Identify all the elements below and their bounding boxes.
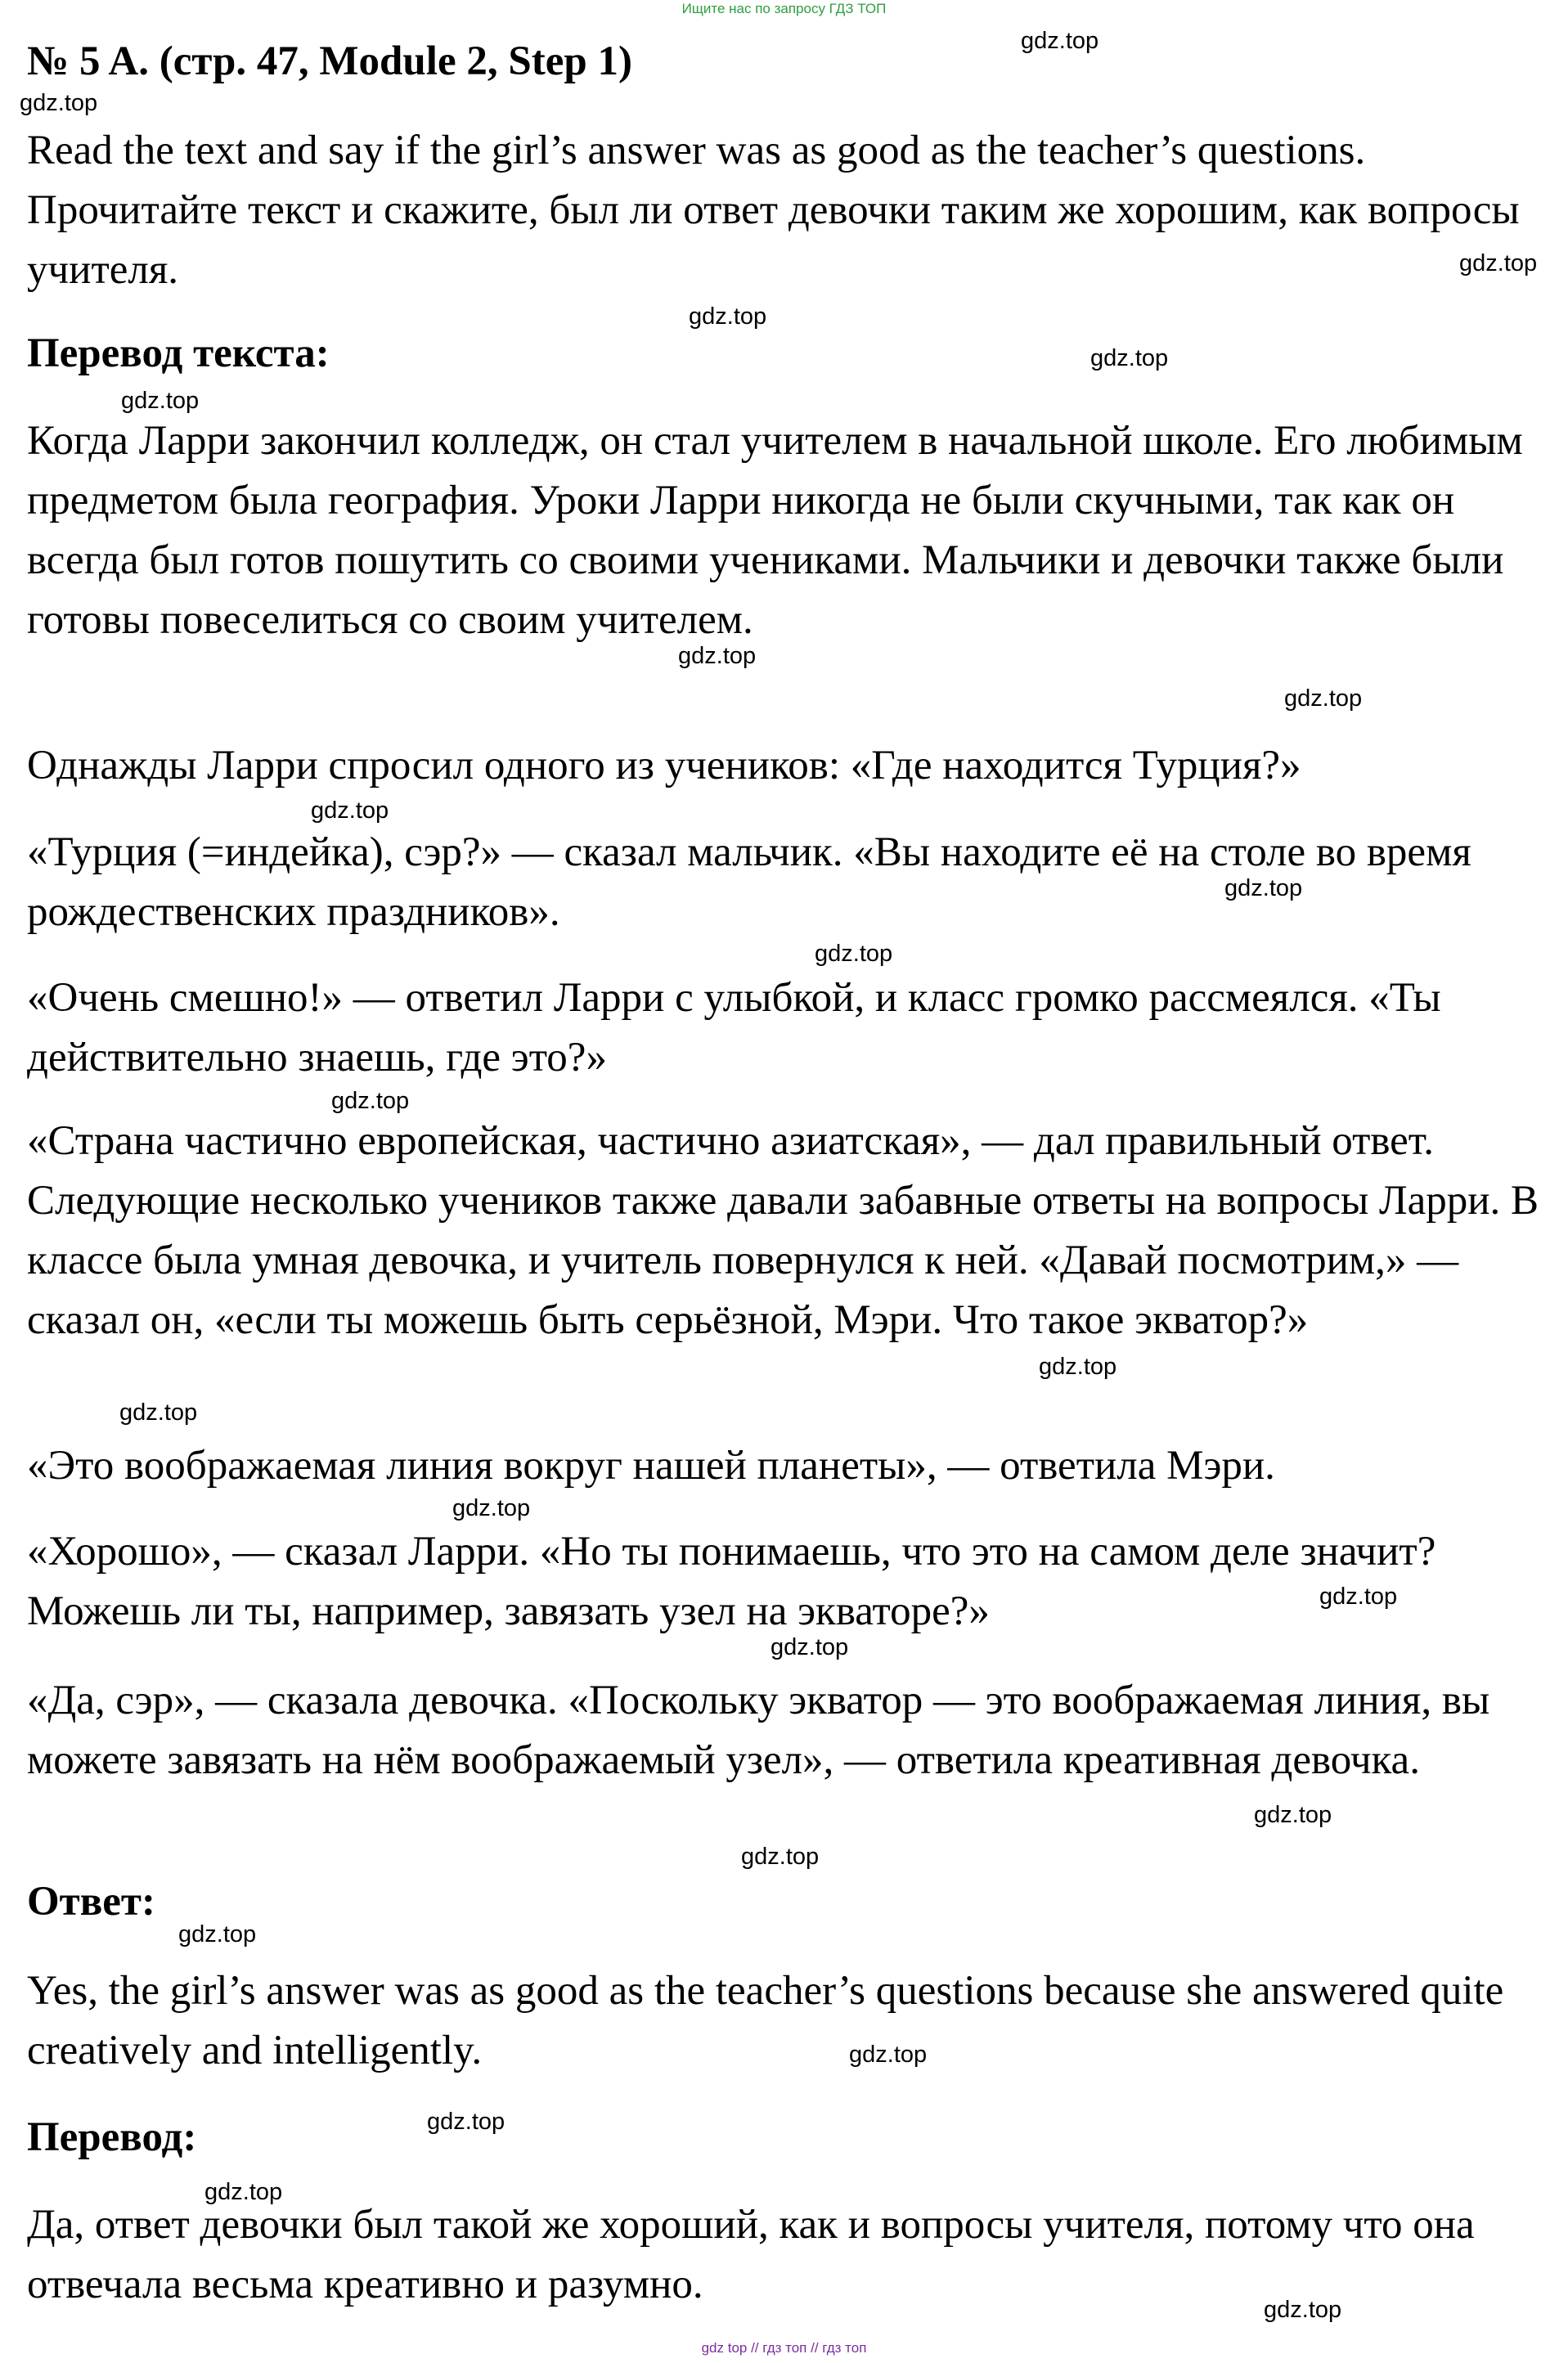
watermark: gdz.top bbox=[311, 797, 389, 824]
top-banner[interactable]: Ищите нас по запросу ГДЗ ТОП bbox=[681, 1, 887, 16]
watermark: gdz.top bbox=[20, 90, 98, 116]
watermark: gdz.top bbox=[741, 1844, 820, 1870]
task-text: Read the text and say if the girl’s answer was as good as the teacher’s questions. Прочитайте текст и скажите, был ли ответ девочки таким же хорошим, как вопросы учителя. bbox=[27, 128, 1520, 293]
watermark: gdz.top bbox=[815, 941, 893, 967]
watermark: gdz.top bbox=[849, 2042, 928, 2068]
watermark: gdz.top bbox=[119, 1399, 198, 1426]
footer-links[interactable]: gdz top // гдз топ // гдз топ bbox=[701, 2340, 867, 2356]
text-paragraph-2: Однажды Ларри спросил одного из учеников: «Где находится Турция?» bbox=[27, 743, 1301, 788]
watermark: gdz.top bbox=[452, 1495, 531, 1521]
watermark: gdz.top bbox=[1264, 2297, 1342, 2323]
answer-translation-text: Да, ответ девочки был такой же хороший, как и вопросы учителя, потому что она отвечала весьма креативно и разумно. bbox=[27, 2202, 1475, 2307]
watermark: gdz.top bbox=[1224, 875, 1303, 901]
watermark: gdz.top bbox=[1284, 685, 1363, 712]
text-paragraph-4: «Очень смешно!» — ответил Ларри с улыбкой, и класс громко рассмеялся. «Ты действительно знаешь, где это?» bbox=[27, 975, 1441, 1080]
text-paragraph-5: «Страна частично европейская, частично азиатская», — дал правильный ответ. Следующие несколько учеников также давали забавные ответы на вопросы Ларри. В классе была умная девочка, и учитель повернулся к ней. «Давай посмотрим,» — сказал он, «если ты можешь быть серьёзной, Мэри. Что такое экватор?» bbox=[27, 1118, 1539, 1343]
watermark: gdz.top bbox=[678, 643, 757, 669]
text-paragraph-6: «Это воображаемая линия вокруг нашей планеты», — ответила Мэри. bbox=[27, 1443, 1275, 1489]
watermark: gdz.top bbox=[178, 1921, 257, 1947]
answer-text: Yes, the girl’s answer was as good as the teacher’s questions because she answered quite creatively and intelligently. bbox=[27, 1968, 1504, 2073]
answer-heading: Ответ: bbox=[27, 1879, 155, 1925]
text-paragraph-1: Когда Ларри закончил колледж, он стал учителем в начальной школе. Его любимым предметом была география. Уроки Ларри никогда не были скучными, так как он всегда был готов пошутить со своими учениками. Мальчики и девочки также были готовы повеселиться со своим учителем. bbox=[27, 418, 1523, 643]
answer-translation-heading: Перевод: bbox=[27, 2114, 197, 2160]
watermark: gdz.top bbox=[1319, 1584, 1398, 1610]
watermark: gdz.top bbox=[689, 303, 767, 330]
translation-heading: Перевод текста: bbox=[27, 330, 330, 376]
text-paragraph-8: «Да, сэр», — сказала девочка. «Поскольку экватор — это воображаемая линия, вы можете завязать на нём воображаемый узел», — ответила креативная девочка. bbox=[27, 1678, 1490, 1783]
watermark: gdz.top bbox=[1459, 250, 1538, 276]
watermark: gdz.top bbox=[1254, 1802, 1332, 1828]
watermark: gdz.top bbox=[204, 2179, 283, 2205]
watermark: gdz.top bbox=[121, 388, 200, 414]
watermark: gdz.top bbox=[1021, 28, 1099, 54]
watermark: gdz.top bbox=[331, 1088, 410, 1114]
text-paragraph-3: «Турция (=индейка), сэр?» — сказал мальчик. «Вы находите её на столе во время рождественских праздников». bbox=[27, 829, 1471, 935]
watermark: gdz.top bbox=[427, 2109, 505, 2135]
watermark: gdz.top bbox=[1090, 345, 1169, 371]
watermark: gdz.top bbox=[771, 1634, 849, 1660]
page-title: № 5 A. (стр. 47, Module 2, Step 1) bbox=[27, 38, 632, 84]
watermark: gdz.top bbox=[1039, 1354, 1117, 1380]
text-paragraph-7: «Хорошо», — сказал Ларри. «Но ты понимаешь, что это на самом деле значит? Можешь ли ты, например, завязать узел на экваторе?» bbox=[27, 1529, 1436, 1634]
